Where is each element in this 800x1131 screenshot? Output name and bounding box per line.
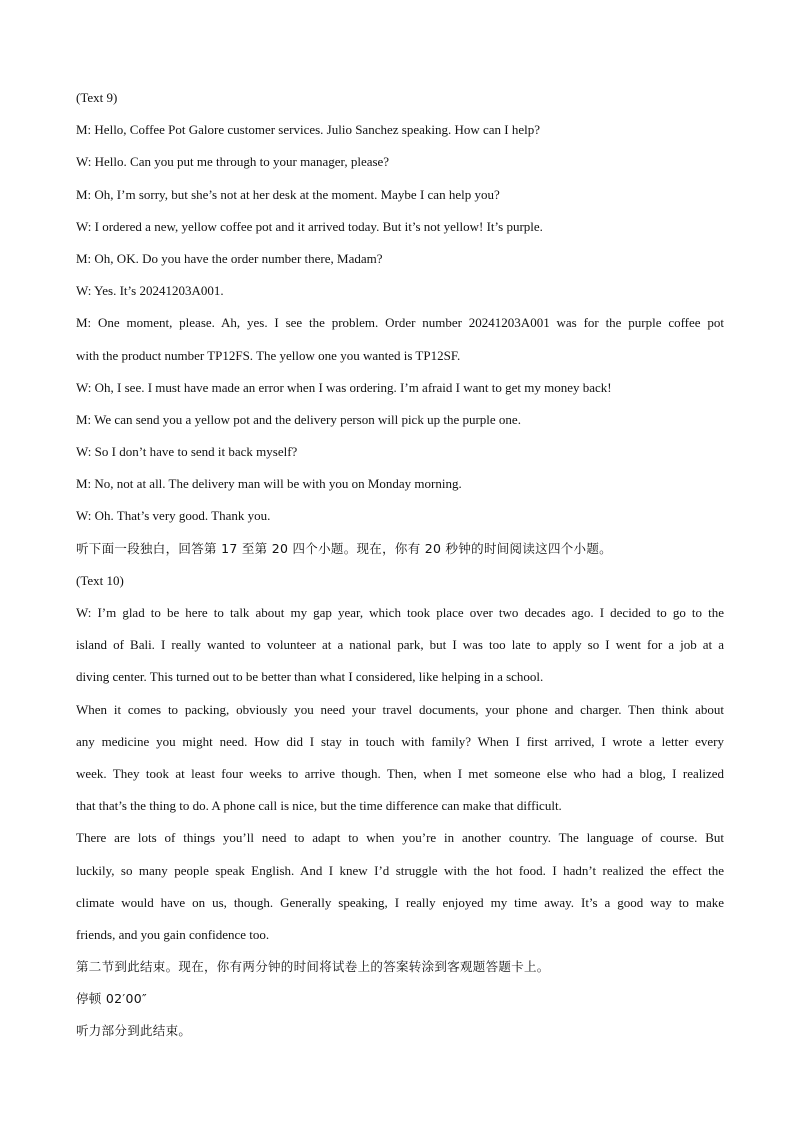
text10-line: island of Bali. I really wanted to volunteer at a national park, but I was too late to apply so I went for a job at a	[76, 637, 724, 653]
text9-line: with the product number TP12FS. The yellow one you wanted is TP12SF.	[76, 347, 461, 363]
text9-line: W: So I don’t have to send it back myself?	[76, 444, 298, 460]
text10-line: diving center. This turned out to be better than what I considered, like helping in a school.	[76, 669, 544, 685]
text10-line: friends, and you gain confidence too.	[76, 926, 270, 942]
text10-line: any medicine you might need. How did I stay in touch with family? When I first arrived, I wrote a letter every	[76, 733, 724, 749]
text10-line: When it comes to packing, obviously you need your travel documents, your phone and charger. Then think about	[76, 701, 724, 717]
text10-heading: (Text 10)	[76, 572, 124, 588]
text10-line: week. They took at least four weeks to arrive though. Then, when I met someone else who had a blog, I realized	[76, 765, 724, 781]
text9-line: M: We can send you a yellow pot and the delivery person will pick up the purple one.	[76, 411, 521, 427]
text9-line: W: Yes. It’s 20241203A001.	[76, 283, 224, 299]
text9-line: M: Hello, Coffee Pot Galore customer services. Julio Sanchez speaking. How can I help?	[76, 122, 541, 138]
text9-heading: (Text 9)	[76, 90, 118, 105]
text9-line: W: Oh. That’s very good. Thank you.	[76, 508, 271, 524]
text9-line: M: No, not at all. The delivery man will be with you on Monday morning.	[76, 476, 462, 492]
text9-line: M: One moment, please. Ah, yes. I see the problem. Order number 20241203A001 was for the purple coffee pot	[76, 315, 724, 331]
text9-line: W: Oh, I see. I must have made an error when I was ordering. I’m afraid I want to get my money back!	[76, 379, 612, 395]
text10-line: luckily, so many people speak English. And I knew I’d struggle with the hot food. I hadn’t realized the effect the	[76, 862, 724, 878]
text10-line: climate would have on us, though. Generally speaking, I really enjoyed my time away. It’s a good way to make	[76, 894, 724, 910]
text10-line: that that’s the thing to do. A phone call is nice, but the time difference can make that difficult.	[76, 798, 562, 814]
text10-line: W: I’m glad to be here to talk about my gap year, which took place over two decades ago. I decided to go to the	[76, 605, 724, 620]
text9-line: M: Oh, OK. Do you have the order number there, Madam?	[76, 250, 383, 266]
listening-end-note: 听力部分到此结束。	[76, 1023, 192, 1039]
text10-instruction: 听下面一段独白，回答第 17 至第 20 四个小题。现在，你有 20 秒钟的时间阅读这四个小题。	[76, 540, 612, 556]
text9-line: M: Oh, I’m sorry, but she’s not at her desk at the moment. Maybe I can help you?	[76, 186, 500, 202]
text9-line: W: Hello. Can you put me through to your manager, please?	[76, 154, 390, 170]
pause-note: 停顿 02′00″	[76, 991, 147, 1007]
transcript-body	[76, 86, 724, 1052]
section-end-note: 第二节到此结束。现在，你有两分钟的时间将试卷上的答案转涂到客观题答题卡上。	[76, 959, 550, 975]
text10-line: There are lots of things you’ll need to adapt to when you’re in another country. The language of course. But	[76, 830, 724, 846]
text9-line: W: I ordered a new, yellow coffee pot and it arrived today. But it’s not yellow! It’s purple.	[76, 218, 543, 234]
